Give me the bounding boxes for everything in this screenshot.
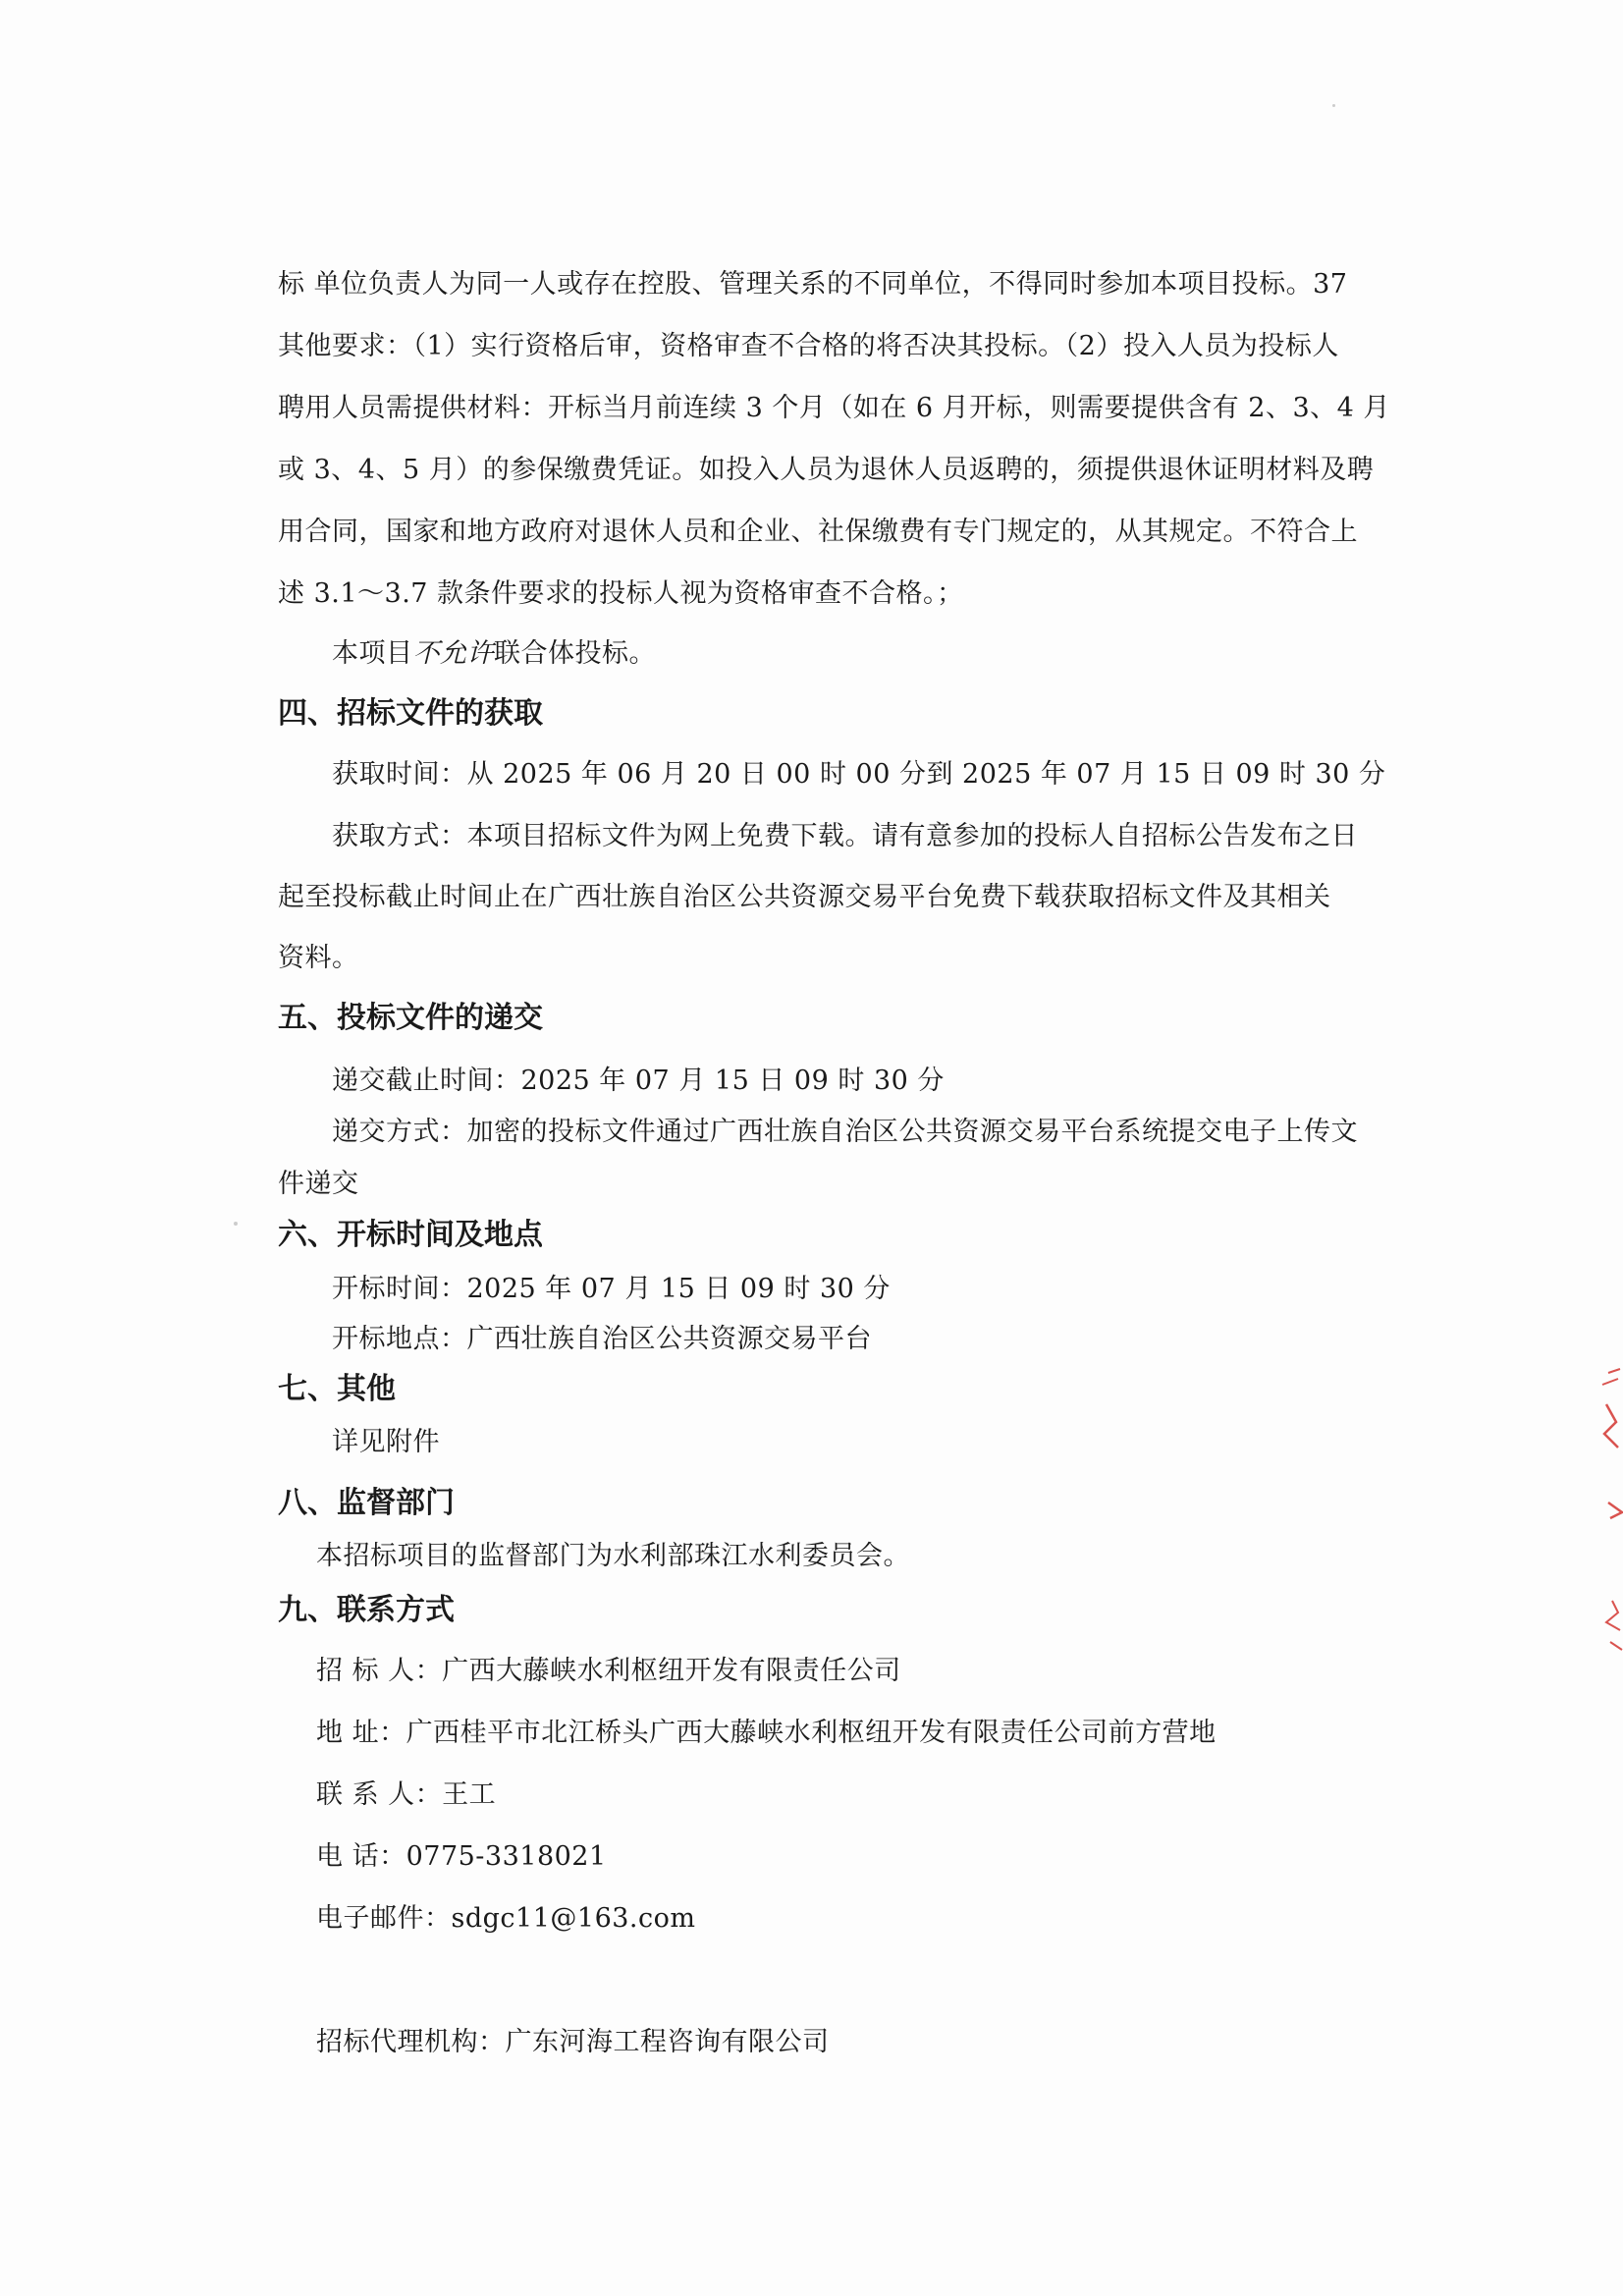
opening-time: 开标时间：2025 年 07 月 15 日 09 时 30 分 <box>332 1274 891 1304</box>
submit-method: 递交方式：加密的投标文件通过广西壮族自治区公共资源交易平台系统提交电子上传文 <box>332 1117 1358 1147</box>
other-text: 详见附件 <box>332 1427 440 1457</box>
consortium-text-end: 联合体投标。 <box>494 638 656 669</box>
paragraph-line: 用合同，国家和地方政府对退休人员和企业、社保缴费有专门规定的，从其规定。不符合上 <box>278 517 1358 547</box>
paragraph-line: 聘用人员需提供材料：开标当月前连续 3 个月（如在 6 月开标，则需要提供含有 2、3、4 月 <box>278 393 1390 423</box>
scan-speck <box>1332 104 1335 107</box>
section-heading-7: 七、其他 <box>278 1372 396 1406</box>
contact-email: 电子邮件：sdgc11@163.com <box>316 1903 696 1934</box>
seal-fragment-icon <box>1589 1365 1623 1689</box>
section-heading-8: 八、监督部门 <box>278 1486 455 1520</box>
contact-phone: 电 话：0775-3318021 <box>316 1841 607 1872</box>
consortium-text: 本项目 <box>332 638 413 669</box>
contact-address: 地 址：广西桂平市北江桥头广西大藤峡水利枢纽开发有限责任公司前方营地 <box>316 1718 1217 1748</box>
section-heading-4: 四、招标文件的获取 <box>278 696 543 731</box>
obtain-method-cont: 起至投标截止时间止在广西壮族自治区公共资源交易平台免费下载获取招标文件及其相关 <box>278 882 1331 912</box>
section-heading-9: 九、联系方式 <box>278 1593 455 1627</box>
paragraph-line: 或 3、4、5 月）的参保缴费凭证。如投入人员为退休人员返聘的，须提供退休证明材料及聘 <box>278 455 1375 485</box>
contact-person: 联 系 人：王工 <box>316 1779 497 1810</box>
paragraph-line: 其他要求：（1）实行资格后审，资格审查不合格的将否决其投标。（2）投入人员为投标人 <box>278 331 1339 361</box>
section-heading-5: 五、投标文件的递交 <box>278 1001 543 1035</box>
consortium-emphasis: 不允许 <box>412 638 494 669</box>
submit-method-cont: 件递交 <box>278 1169 359 1199</box>
supervision-text: 本招标项目的监督部门为水利部珠江水利委员会。 <box>316 1541 910 1571</box>
submit-deadline: 递交截止时间：2025 年 07 月 15 日 09 时 30 分 <box>332 1066 945 1096</box>
scan-speck <box>234 1222 238 1226</box>
opening-place: 开标地点：广西壮族自治区公共资源交易平台 <box>332 1324 872 1354</box>
obtain-method: 获取方式：本项目招标文件为网上免费下载。请有意参加的投标人自招标公告发布之日 <box>332 821 1358 851</box>
obtain-time: 获取时间：从 2025 年 06 月 20 日 00 时 00 分到 2025 年 07 月 15 日 09 时 30 分 <box>332 759 1386 790</box>
paragraph-line: 标 单位负责人为同一人或存在控股、管理关系的不同单位，不得同时参加本项目投标。37 <box>278 269 1348 300</box>
consortium-note <box>332 636 656 672</box>
paragraph-line: 述 3.1～3.7 款条件要求的投标人视为资格审查不合格。； <box>278 578 964 609</box>
tender-agent: 招标代理机构：广东河海工程咨询有限公司 <box>316 2027 830 2057</box>
section-heading-6: 六、开标时间及地点 <box>278 1218 543 1252</box>
obtain-method-cont: 资料。 <box>278 943 359 973</box>
contact-tenderer: 招 标 人：广西大藤峡水利枢纽开发有限责任公司 <box>316 1656 901 1686</box>
